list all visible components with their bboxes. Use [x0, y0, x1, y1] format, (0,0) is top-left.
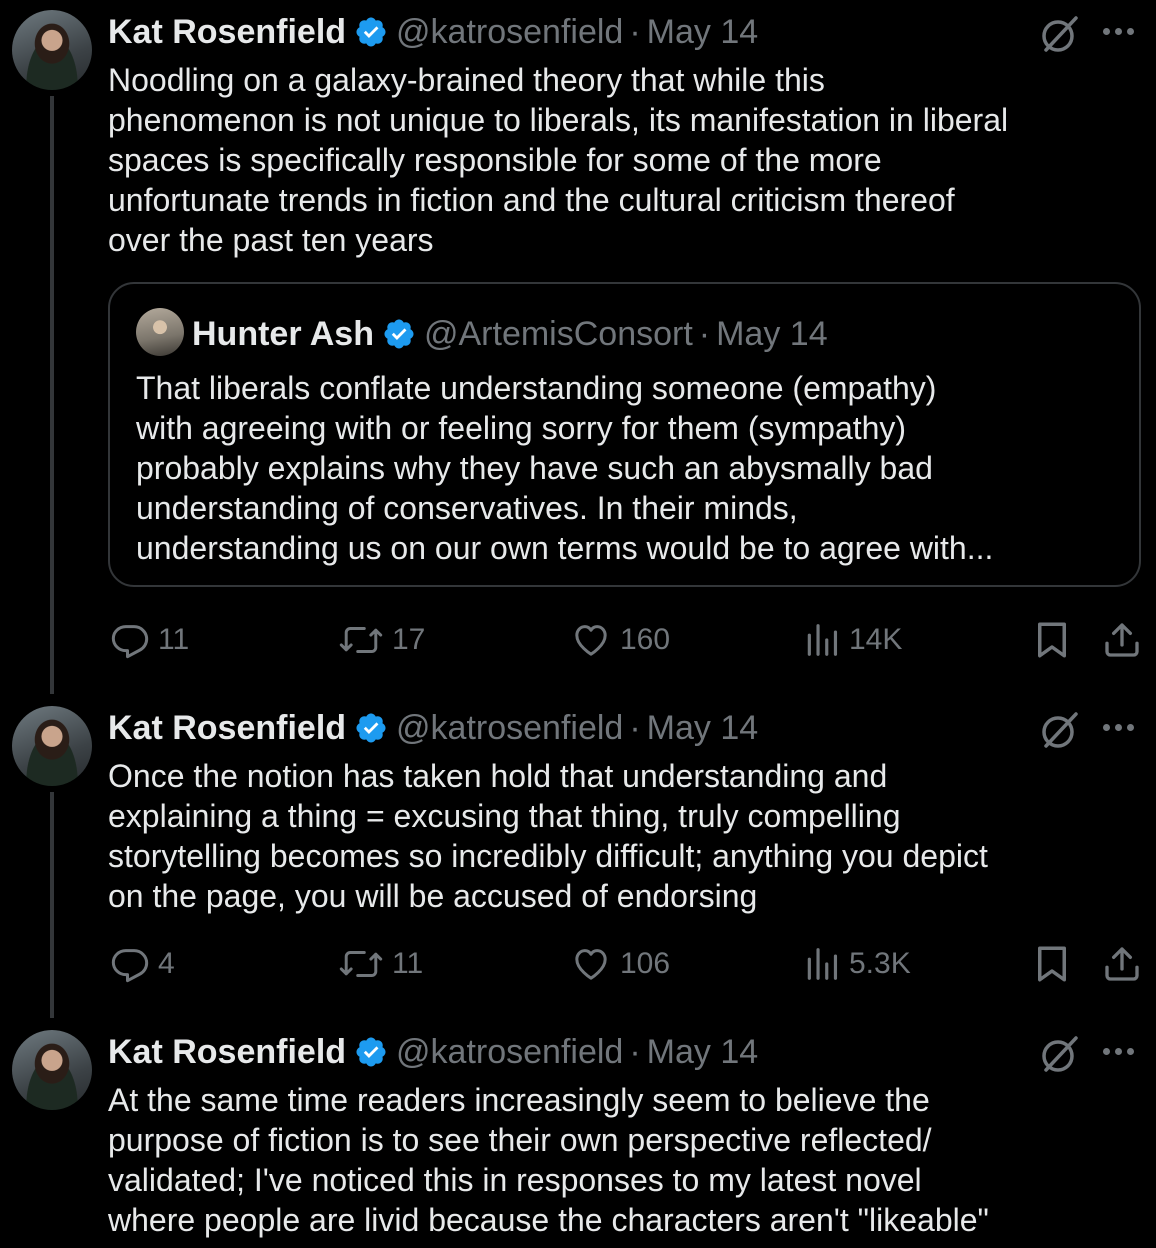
author-name: Hunter Ash: [192, 314, 374, 353]
tweet-header: [108, 1030, 758, 1074]
tweet-header: [108, 706, 758, 750]
author-handle: @ArtemisConsort: [423, 314, 693, 353]
author-name[interactable]: Kat Rosenfield: [108, 1032, 347, 1071]
verified-badge-icon: [354, 711, 388, 745]
share-icon: [1102, 619, 1142, 661]
repost-button[interactable]: [338, 942, 423, 986]
reply-icon: [110, 620, 150, 660]
tweet[interactable]: [0, 696, 1156, 1016]
reply-icon: [110, 944, 150, 984]
view-count: 14K: [849, 623, 903, 656]
separator: ·: [629, 12, 641, 51]
separator: ·: [698, 314, 711, 353]
bookmark-icon: [1034, 619, 1070, 661]
share-icon: [1102, 943, 1142, 985]
author-handle[interactable]: @katrosenfield: [396, 12, 624, 51]
tweet-date[interactable]: May 14: [646, 1032, 759, 1071]
tweet-date[interactable]: May 14: [646, 708, 759, 747]
tweet-text: Noodling on a galaxy-brained theory that while this phenomenon is not unique to liberals, its manifestation in liberal spaces is specifically responsible for some of the more unfortunate trends in fiction and the cultural criticism thereof over the past ten years: [108, 62, 1009, 258]
verified-badge-icon: [382, 317, 416, 351]
share-button[interactable]: [1102, 942, 1142, 986]
tweet-text: At the same time readers increasingly seem to believe the purpose of fiction is to see their own perspective reflected/ validated; I've noticed this in responses to my latest novel where people are livid because the characters aren't "likeable": [108, 1082, 989, 1238]
action-bar: [0, 942, 1156, 986]
verified-badge-icon: [354, 15, 388, 49]
reply-count: 4: [158, 947, 175, 980]
views-button[interactable]: [803, 942, 911, 986]
like-button[interactable]: [570, 942, 670, 986]
more-icon[interactable]: [1103, 1048, 1134, 1055]
author-handle[interactable]: @katrosenfield: [396, 708, 624, 747]
grok-icon[interactable]: [1040, 1034, 1080, 1074]
author-name[interactable]: Kat Rosenfield: [108, 12, 347, 51]
avatar[interactable]: [12, 1030, 92, 1110]
tweet-text: Once the notion has taken hold that understanding and explaining a thing = excusing that thing, truly compelling storytelling becomes so incredibly difficult; anything you depict on the page, you will be accused of endorsing: [108, 758, 988, 914]
grok-icon[interactable]: [1040, 710, 1080, 750]
action-bar: [0, 618, 1156, 662]
bookmark-button[interactable]: [1034, 942, 1070, 986]
more-icon[interactable]: [1103, 28, 1134, 35]
author-name[interactable]: Kat Rosenfield: [108, 708, 347, 747]
view-count: 5.3K: [849, 947, 911, 980]
avatar[interactable]: [12, 706, 92, 786]
like-count: 106: [620, 947, 671, 980]
quoted-tweet-header: [192, 312, 828, 356]
views-icon: [803, 944, 841, 984]
author-handle[interactable]: @katrosenfield: [396, 1032, 624, 1071]
avatar: [136, 308, 184, 356]
more-icon[interactable]: [1103, 724, 1134, 731]
grok-icon[interactable]: [1040, 14, 1080, 54]
tweet-header: [108, 10, 758, 54]
quoted-tweet-text: That liberals conflate understanding someone (empathy) with agreeing with or feeling sorry for them (sympathy) probably explains why they have such an abysmally bad understanding of conservatives. In their minds, understanding us on our own terms would be to agree with...: [136, 370, 994, 566]
avatar[interactable]: [12, 10, 92, 90]
like-count: 160: [620, 623, 671, 656]
reply-button[interactable]: [110, 942, 175, 986]
bookmark-button[interactable]: [1034, 618, 1070, 662]
separator: ·: [629, 1032, 641, 1071]
repost-count: 17: [392, 623, 426, 656]
quoted-tweet[interactable]: [108, 282, 1141, 587]
repost-count: 11: [392, 947, 424, 980]
like-icon: [570, 620, 612, 660]
tweet-date[interactable]: May 14: [646, 12, 759, 51]
reply-button[interactable]: [110, 618, 189, 662]
tweet-date: May 14: [716, 314, 828, 353]
tweet[interactable]: [0, 1020, 1156, 1248]
repost-icon: [338, 944, 384, 984]
like-button[interactable]: [570, 618, 670, 662]
separator: ·: [629, 708, 641, 747]
like-icon: [570, 944, 612, 984]
reply-count: 11: [158, 623, 190, 656]
repost-button[interactable]: [338, 618, 425, 662]
views-icon: [803, 620, 841, 660]
verified-badge-icon: [354, 1035, 388, 1069]
share-button[interactable]: [1102, 618, 1142, 662]
views-button[interactable]: [803, 618, 902, 662]
repost-icon: [338, 620, 384, 660]
bookmark-icon: [1034, 943, 1070, 985]
